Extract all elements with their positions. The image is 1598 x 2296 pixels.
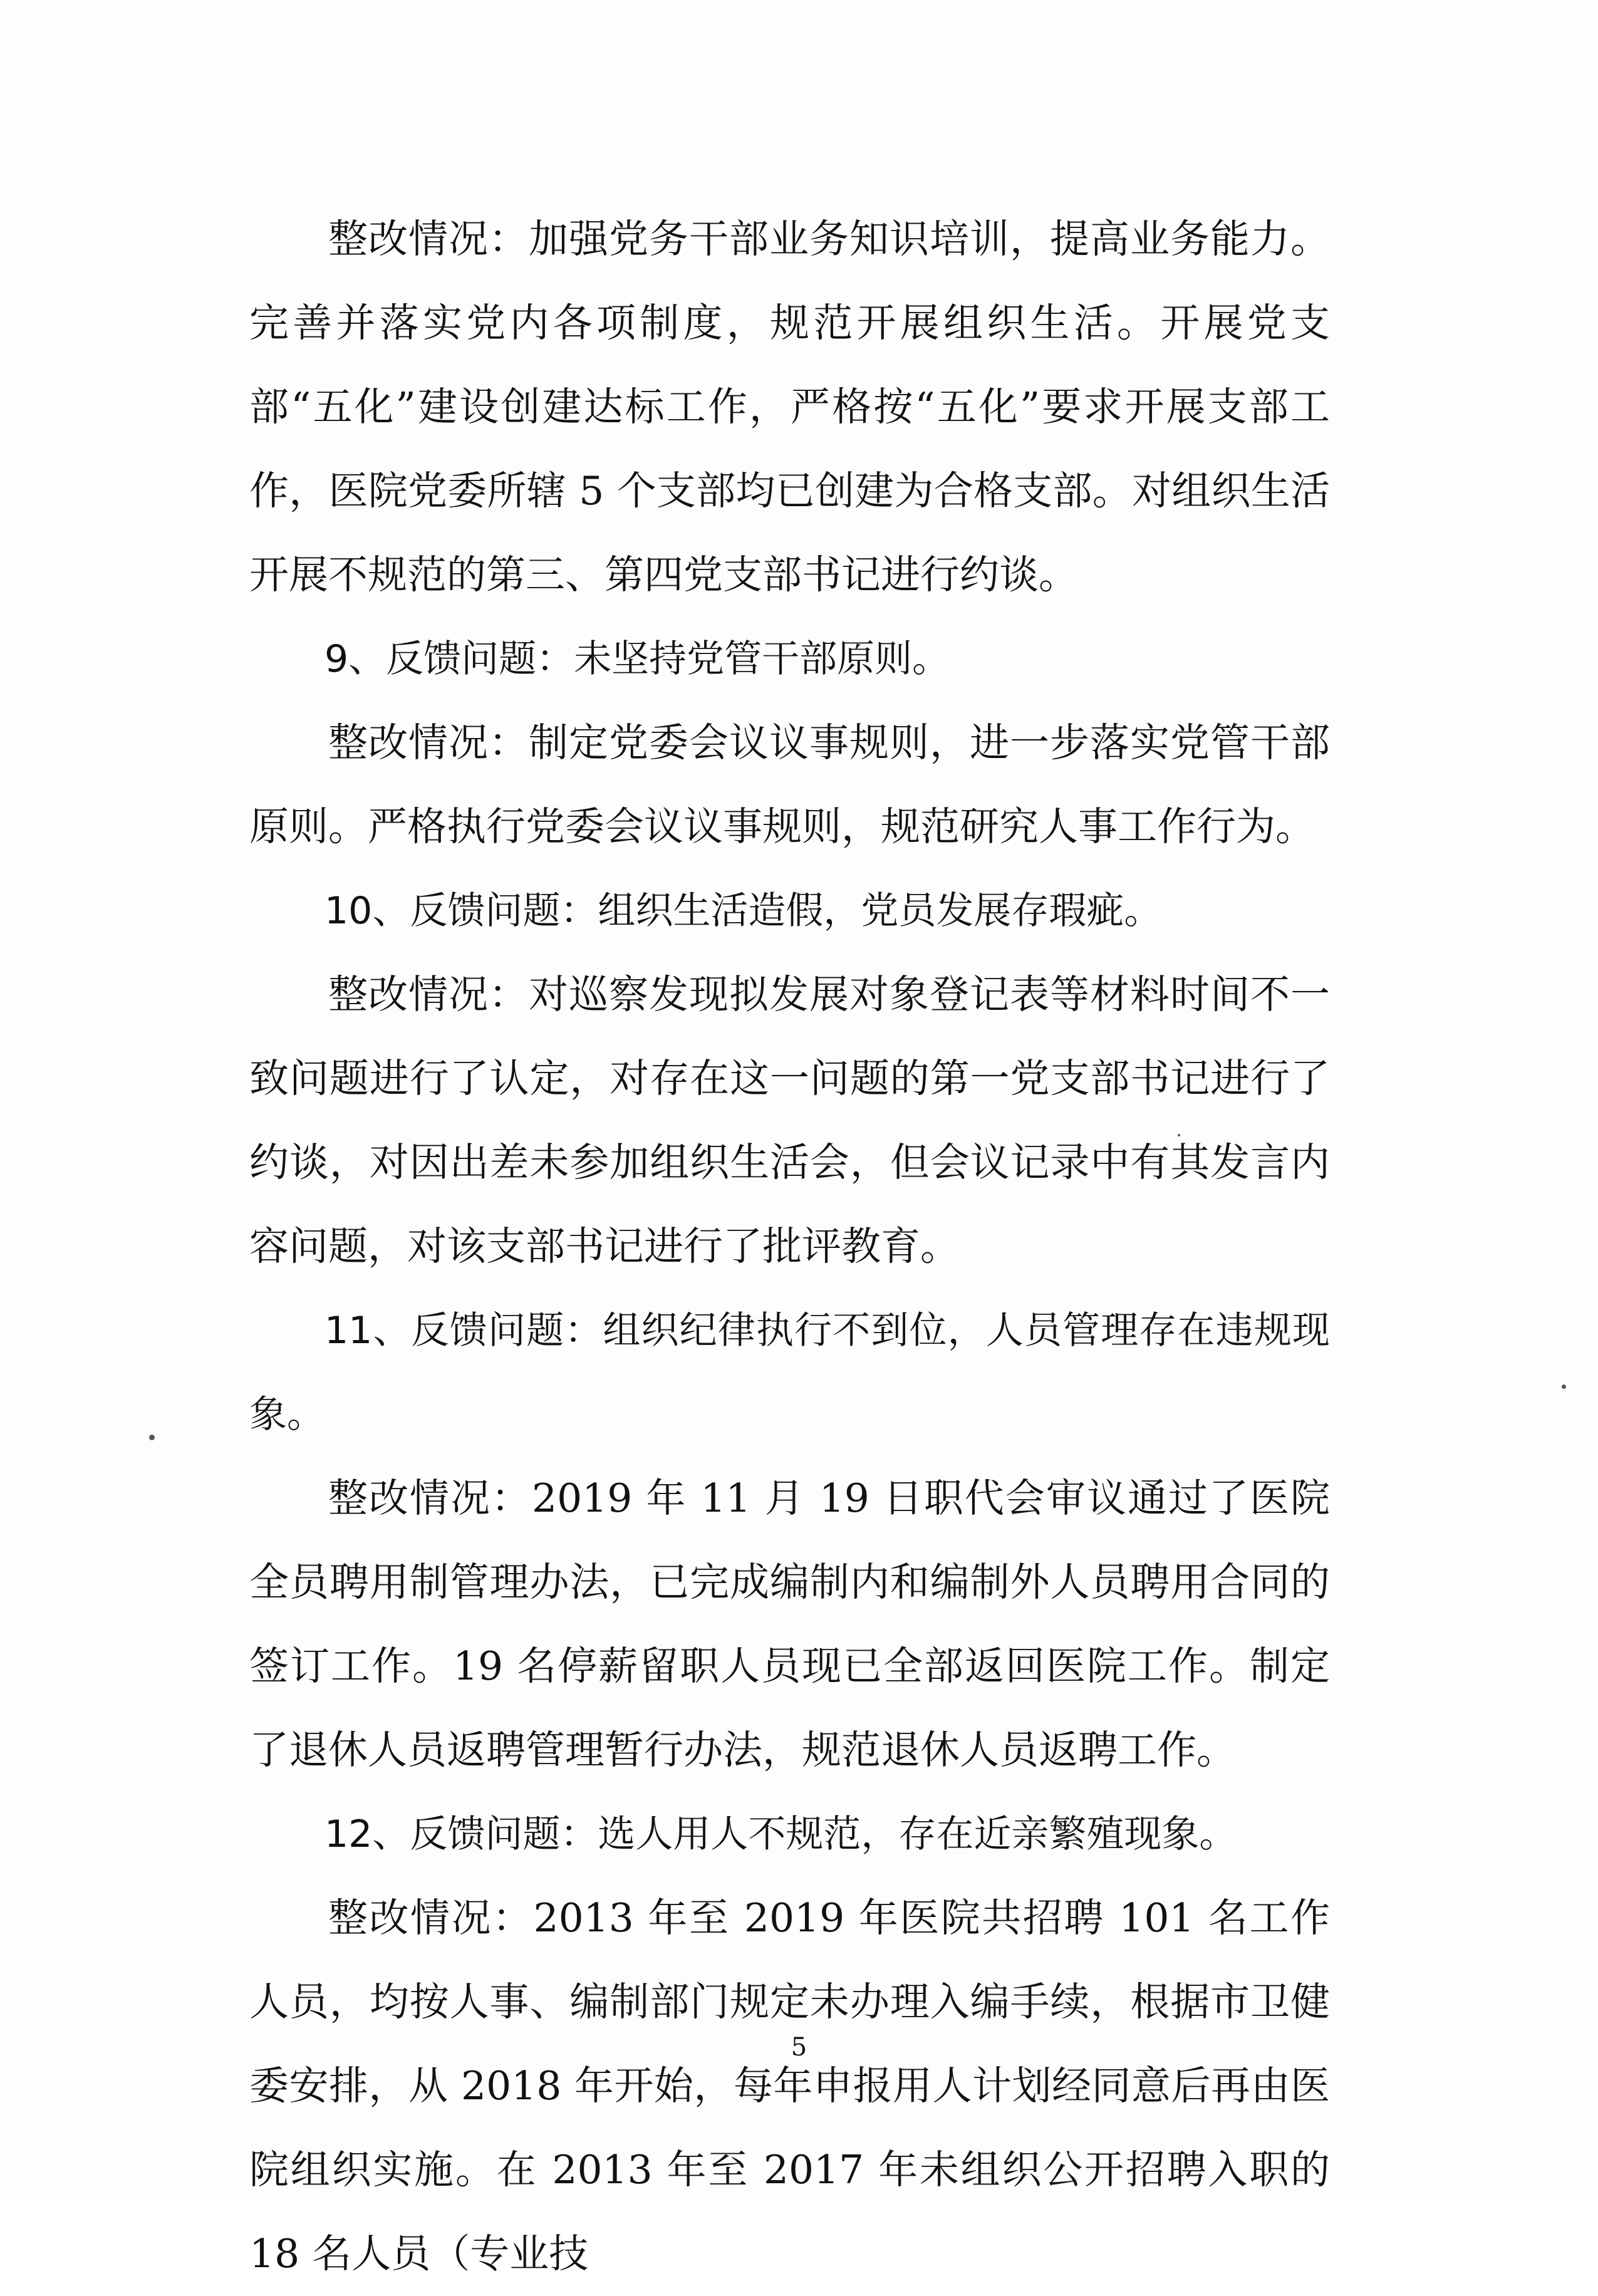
paragraph-issue-9	[249, 617, 1330, 701]
paragraph-issue-10	[249, 869, 1330, 953]
paragraph-label: 整改情况：	[328, 216, 529, 262]
paragraph-label: 11、反馈问题：	[324, 1309, 603, 1353]
paragraph-issue-12	[249, 1792, 1330, 1876]
paragraph-text: 组织生活造假，党员发展存瑕疵。	[598, 889, 1162, 933]
paragraph-fix-12	[249, 1876, 1330, 2296]
paragraph-fix-10	[249, 953, 1330, 1289]
scan-speck	[1178, 1134, 1180, 1136]
scan-speck	[1562, 1384, 1566, 1389]
paragraph-issue-11	[249, 1289, 1330, 1457]
paragraph-text: 组织纪律执行不到位，人员管理存在违规现象。	[249, 1309, 1330, 1436]
paragraph-label: 整改情况：	[328, 1475, 532, 1521]
paragraph-fix-8	[249, 197, 1330, 617]
paragraph-text: 2019 年 11 月 19 日职代会审议通过了医院全员聘用制管理办法，已完成编制内和编制外人员聘用合同的签订工作。19 名停薪留职人员现已全部返回医院工作。制定了退休人员返聘管理暂行办法，规范退休人员返聘工作。	[249, 1475, 1330, 1773]
paragraph-text: 选人用人不规范，存在近亲繁殖现象。	[598, 1812, 1237, 1856]
paragraph-text: 2013 年至 2019 年医院共招聘 101 名工作人员，均按人事、编制部门规定未办理入编手续，根据市卫健委安排，从 2018 年开始，每年申报用人计划经同意后再由医院组织实施。在 2013 年至 2017 年未组织公开招聘入职的 18 名人员（专业技	[249, 1895, 1331, 2277]
paragraph-text: 制定党委会议议事规则，进一步落实党管干部原则。严格执行党委会议议事规则，规范研究人事工作行为。	[249, 720, 1330, 849]
paragraph-fix-9	[249, 701, 1330, 869]
paragraph-label: 10、反馈问题：	[324, 889, 598, 933]
paragraph-label: 整改情况：	[328, 720, 529, 766]
page-number: 5	[791, 2033, 807, 2062]
paragraph-label: 整改情况：	[328, 1895, 534, 1941]
paragraph-text: 对巡察发现拟发展对象登记表等材料时间不一致问题进行了认定，对存在这一问题的第一党支部书记进行了约谈，对因出差未参加组织生活会，但会议记录中有其发言内容问题，对该支部书记进行了批评教育。	[249, 972, 1330, 1269]
paragraph-label: 整改情况：	[328, 972, 529, 1017]
paragraph-text: 未坚持党管干部原则。	[574, 637, 950, 681]
paragraph-label: 12、反馈问题：	[324, 1812, 598, 1856]
paragraph-fix-11	[249, 1457, 1330, 1792]
scan-speck	[149, 1435, 155, 1440]
paragraph-text: 加强党务干部业务知识培训，提高业务能力。完善并落实党内各项制度，规范开展组织生活。开展党支部“五化”建设创建达标工作，严格按“五化”要求开展支部工作，医院党委所辖 5 个支部均已创建为合格支部。对组织生活开展不规范的第三、第四党支部书记进行约谈。	[249, 216, 1330, 598]
document-body	[249, 197, 1330, 2296]
paragraph-label: 9、反馈问题：	[324, 637, 574, 681]
